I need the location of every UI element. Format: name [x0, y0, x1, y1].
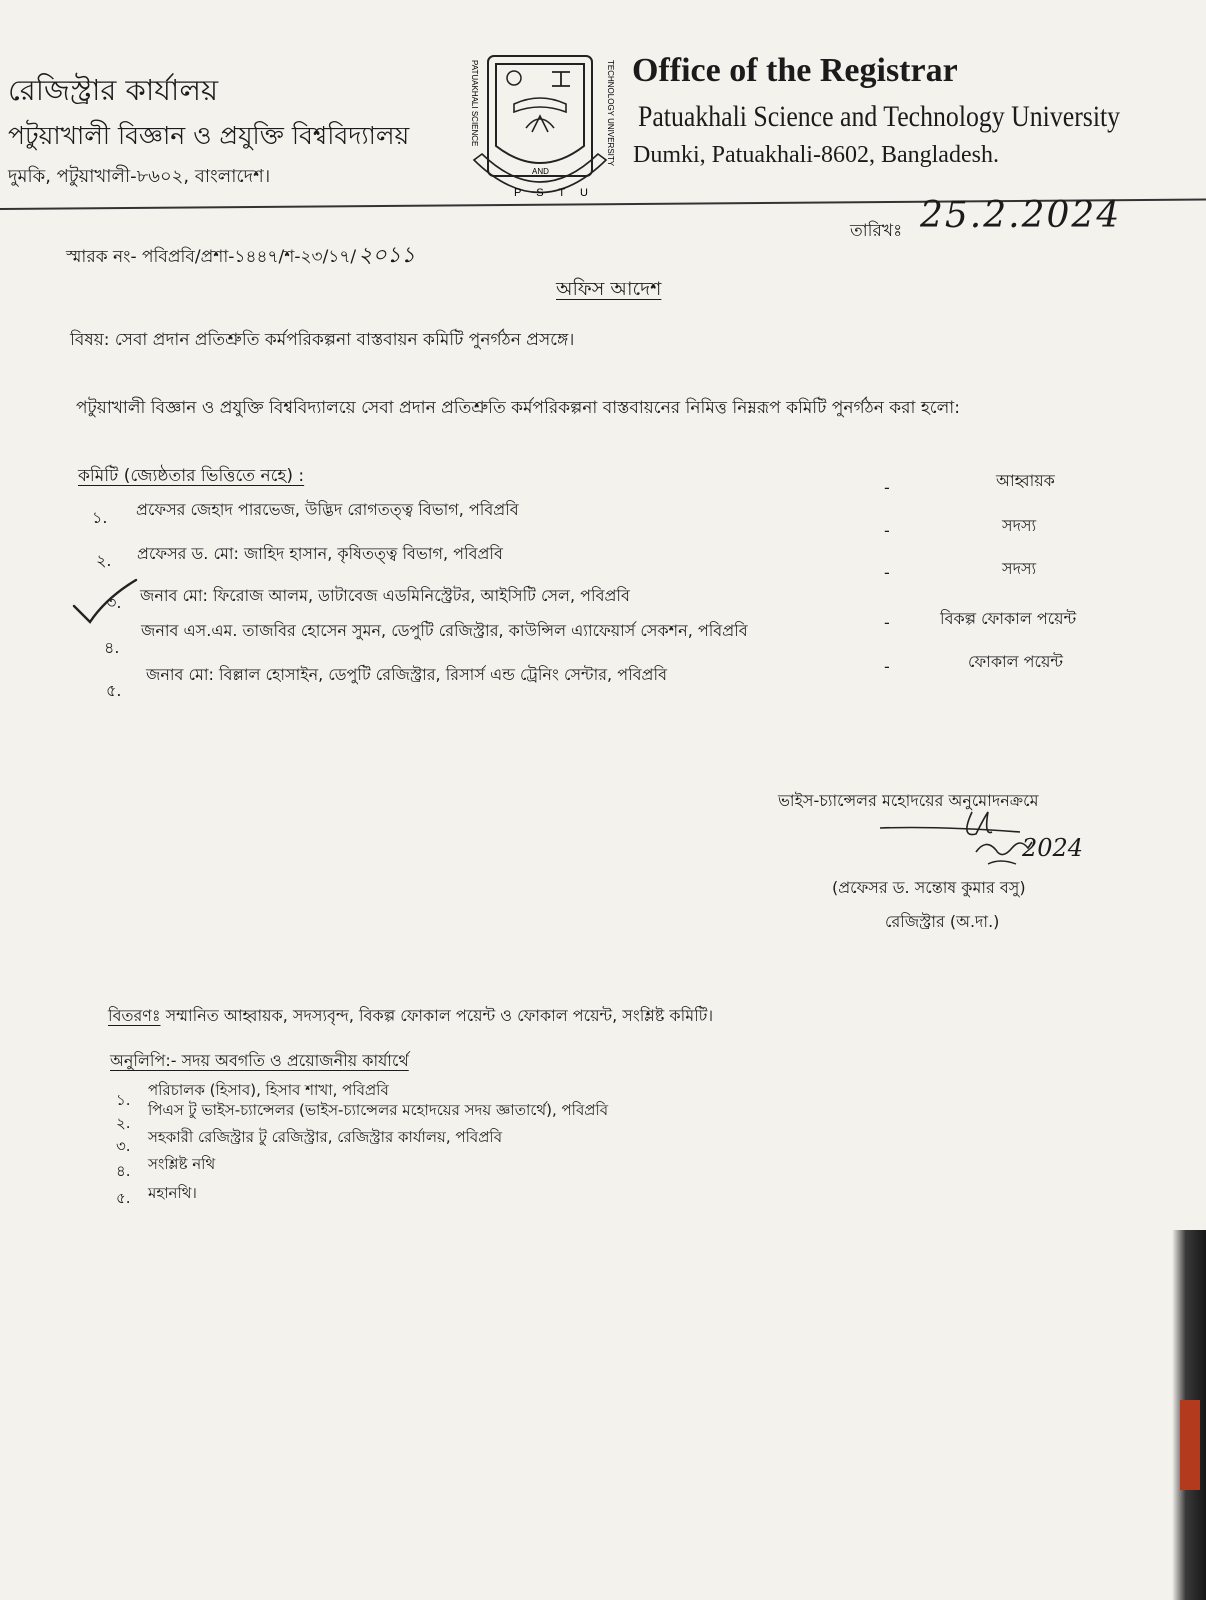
copy-number: ১. [116, 1091, 131, 1109]
office-order-title: অফিস আদেশ [556, 278, 662, 300]
header-en-office: Office of the Registrar [632, 52, 958, 89]
member-number: ৪. [104, 638, 120, 657]
subject-line: বিষয়: সেবা প্রদান প্রতিশ্রুতি কর্মপরিকল্পনা বাস্তবায়ন কমিটি পুনর্গঠন প্রসঙ্গে। [70, 330, 575, 350]
member-number: ১. [92, 508, 108, 527]
copy-number: ২. [116, 1114, 131, 1132]
member-role: ফোকাল পয়েন্ট [968, 652, 1063, 671]
approval-note: ভাইস-চ্যান্সেলর মহোদয়ের অনুমোদনক্রমে [778, 791, 1039, 810]
header-en-university: Patuakhali Science and Technology University [638, 100, 1121, 133]
memo-label: স্মারক নং- পবিপ্রবি/প্রশা-১৪৪৭/শ-২৩/১৭/ [66, 247, 357, 267]
copy-number: ৪. [116, 1162, 131, 1180]
copy-text: সংশ্লিষ্ট নথি [148, 1155, 216, 1173]
seal-text-right: TECHNOLOGY UNIVERSITY [606, 60, 615, 167]
memo-number [66, 238, 415, 275]
seal-ribbon-text: P S T U [514, 187, 594, 199]
date-label: তারিখঃ [850, 221, 903, 241]
photo-edge-red-object [1180, 1400, 1200, 1490]
copy-text: পিএস টু ভাইস-চ্যান্সেলর (ভাইস-চ্যান্সেলর মহোদয়ের সদয় জ্ঞাতার্থে), পবিপ্রবি [148, 1101, 609, 1119]
member-role: সদস্য [1002, 516, 1037, 535]
header-bn-university: পটুয়াখালী বিজ্ঞান ও প্রযুক্তি বিশ্ববিদ্যালয় [8, 121, 410, 150]
copies-heading: অনুলিপি:- সদয় অবগতি ও প্রয়োজনীয় কার্যার্থে [110, 1051, 409, 1070]
member-number: ৫. [106, 681, 122, 700]
member-number: ২. [96, 551, 112, 570]
member-text: জনাব মো: ফিরোজ আলম, ডাটাবেজ এডমিনিস্ট্রেটর, আইসিটি সেল, পবিপ্রবি [140, 586, 630, 605]
header-bn-office: রেজিস্ট্রার কার্যালয় [8, 73, 219, 107]
header-bn-address: দুমকি, পটুয়াখালী-৮৬০২, বাংলাদেশ। [8, 166, 271, 187]
intro-paragraph: পটুয়াখালী বিজ্ঞান ও প্রযুক্তি বিশ্ববিদ্যালয়ে সেবা প্রদান প্রতিশ্রুতি কর্মপরিকল্পনা বাস্তবায়নের নিমিত্ত নিম্নরূপ কমিটি পুনর্গঠন করা হলো: [76, 398, 960, 418]
member-text: প্রফেসর ড. মো: জাহিদ হাসান, কৃষিতত্ত্ব বিভাগ, পবিপ্রবি [137, 544, 503, 563]
member-dash: - [884, 563, 890, 582]
member-role: সদস্য [1002, 559, 1037, 578]
member-dash: - [884, 521, 890, 540]
copy-text: পরিচালক (হিসাব), হিসাব শাখা, পবিপ্রবি [148, 1081, 389, 1099]
member-dash: - [884, 478, 890, 497]
memo-handwritten-number: ২০১১ [358, 243, 416, 268]
member-number: ৩. [106, 593, 122, 612]
copy-number: ৫. [116, 1189, 131, 1207]
seal-text-bottom: AND [532, 167, 549, 176]
distribution-line [108, 1003, 713, 1030]
member-role: বিকল্প ফোকাল পয়েন্ট [940, 609, 1077, 628]
seal-text-left: PATUAKHALI SCIENCE [470, 60, 479, 147]
signature-date: 2024 [1022, 834, 1084, 862]
distribution-label: বিতরণঃ [108, 1006, 161, 1025]
member-role: আহ্বায়ক [996, 471, 1055, 490]
university-seal-logo [466, 50, 614, 210]
copy-text: সহকারী রেজিস্ট্রার টু রেজিস্ট্রার, রেজিস্ট্রার কার্যালয়, পবিপ্রবি [148, 1128, 503, 1146]
committee-heading: কমিটি (জ্যেষ্ঠতার ভিত্তিতে নহে) : [78, 466, 305, 486]
copy-number: ৩. [116, 1137, 131, 1155]
date-handwritten-value: 25.2.2024 [920, 195, 1122, 236]
header-en-address: Dumki, Patuakhali-8602, Bangladesh. [633, 142, 999, 168]
member-dash: - [884, 613, 890, 632]
member-text: জনাব এস.এম. তাজবির হোসেন সুমন, ডেপুটি রেজিস্ট্রার, কাউন্সিল এ্যাফেয়ার্স সেকশন, পবিপ্রবি [141, 621, 748, 640]
signatory-title: রেজিস্ট্রার (অ.দা.) [885, 912, 1000, 931]
member-text: প্রফেসর জেহাদ পারভেজ, উদ্ভিদ রোগতত্ত্ব বিভাগ, পবিপ্রবি [136, 500, 519, 519]
handwritten-tick-mark [72, 578, 138, 626]
member-text: জনাব মো: বিল্লাল হোসাইন, ডেপুটি রেজিস্ট্রার, রিসার্স এন্ড ট্রেনিং সেন্টার, পবিপ্রবি [146, 665, 667, 684]
signatory-name: (প্রফেসর ড. সন্তোষ কুমার বসু) [832, 878, 1026, 897]
distribution-text: সম্মানিত আহ্বায়ক, সদস্যবৃন্দ, বিকল্প ফোকাল পয়েন্ট ও ফোকাল পয়েন্ট, সংশ্লিষ্ট কমিটি। [160, 1006, 714, 1025]
copy-text: মহানথি। [148, 1184, 197, 1202]
member-dash: - [884, 657, 890, 676]
